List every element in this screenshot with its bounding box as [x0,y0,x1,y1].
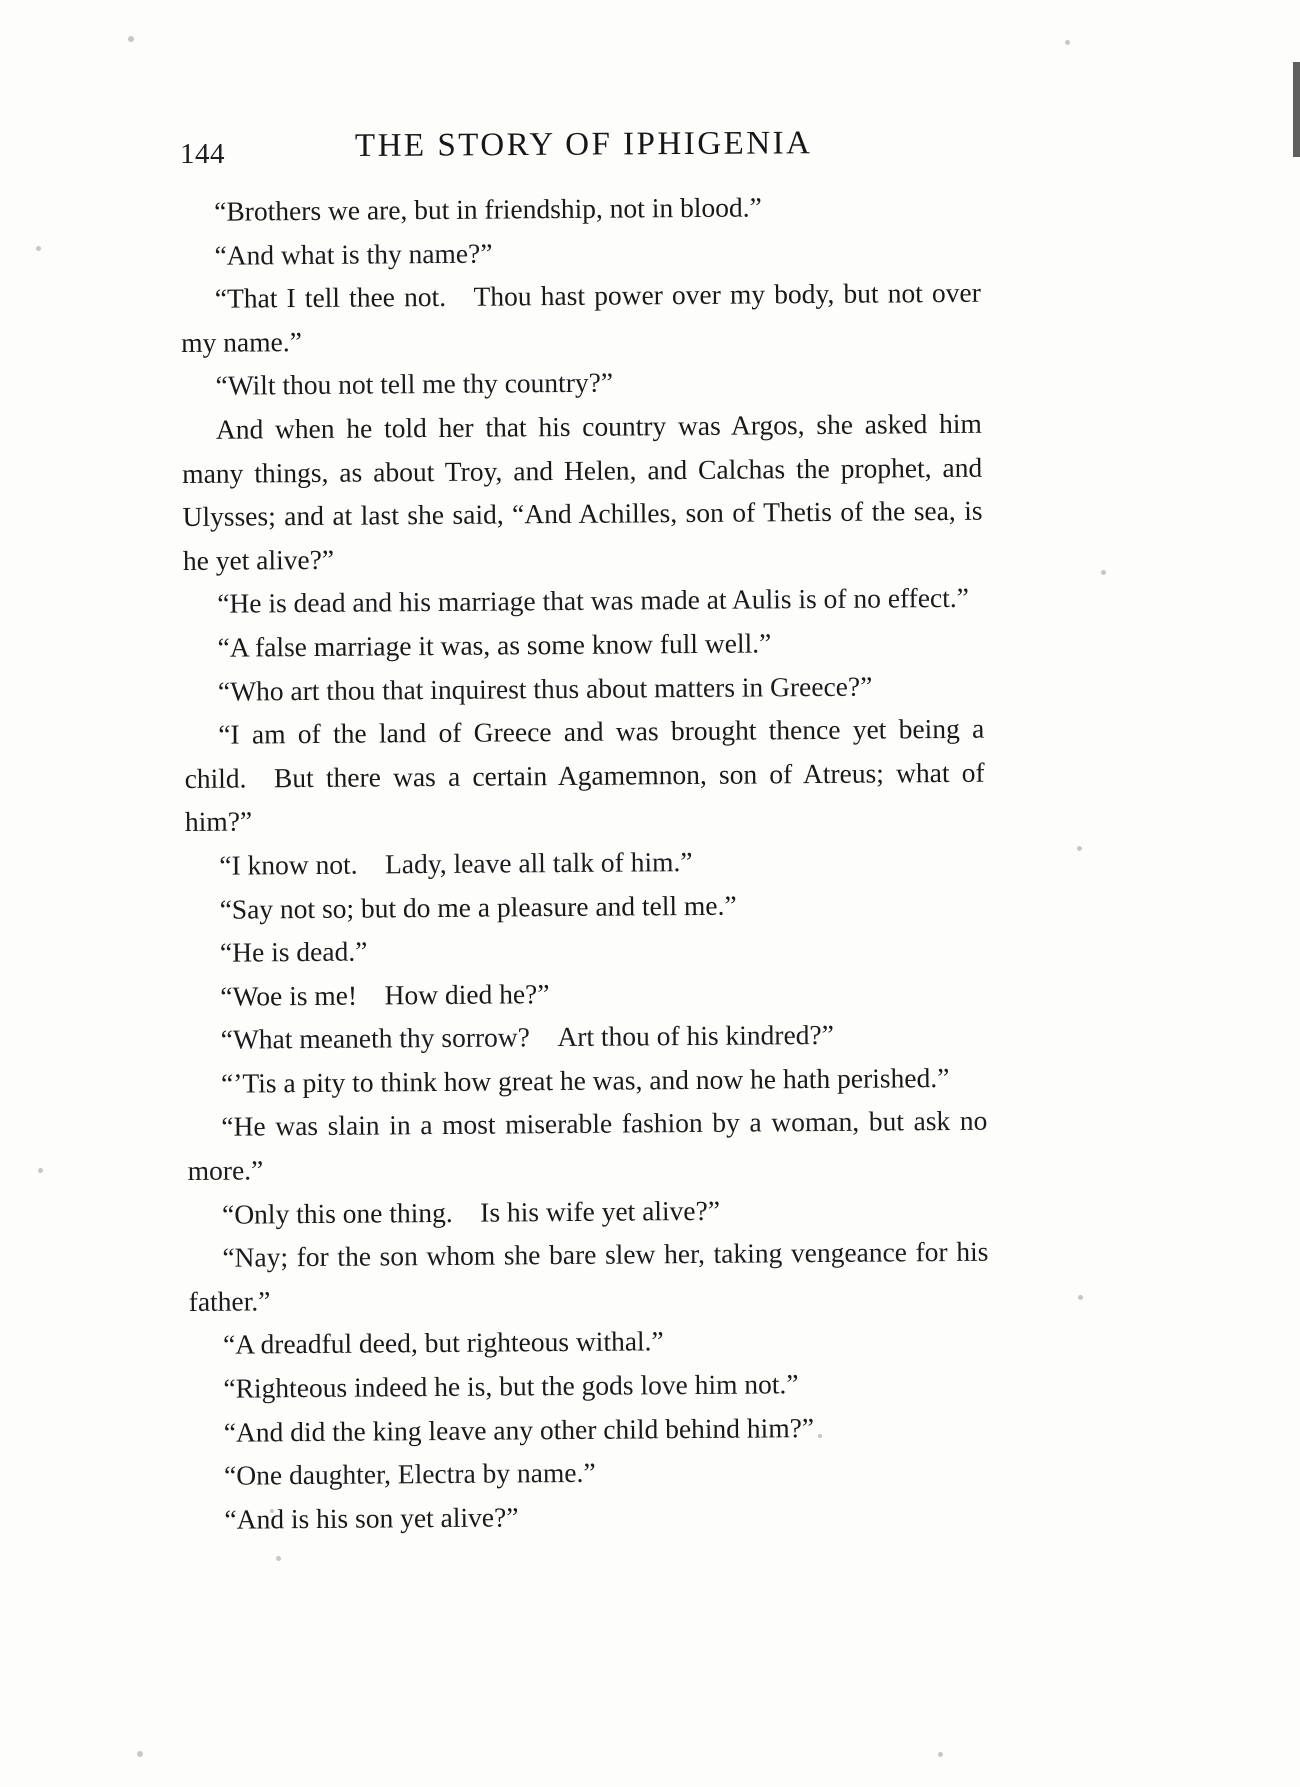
scan-speck [1078,1295,1083,1300]
paragraph: “One daughter, Electra by name.” [223,1456,596,1491]
paragraph: “And is his son yet alive?” [224,1501,519,1535]
paragraph: “I am of the land of Greece and was brought thence yet being a child. But there was a certain Agamemnon, son of Atreus; what of him?” [184,712,985,838]
scan-speck [38,1168,43,1173]
paragraph: “That I tell thee not. Thou hast power over my body, but not over my name.” [181,276,981,358]
scan-speck [137,1751,143,1757]
scan-speck [938,1752,943,1757]
paragraph: “Nay; for the son whom she bare slew her, taking vengeance for his father.” [188,1235,989,1317]
page-number: 144 [180,138,225,170]
scan-speck [36,246,41,251]
paragraph: “He is dead.” [219,935,368,968]
paragraph: “Woe is me! How died he?” [220,977,550,1012]
paragraph: “Who art thou that inquirest thus about matters in Greece?” [217,670,873,707]
paragraph: “And what is thy name?” [214,237,493,271]
scan-speck [1065,40,1070,45]
paragraph: “And did the king leave any other child behind him?” [223,1411,815,1448]
paragraph: “’Tis a pity to think how great he was, and now he hath perished.” [220,1061,950,1099]
scan-speck [276,1556,281,1561]
scan-speck [1077,846,1082,851]
paragraph: “Wilt thou not tell me thy country?” [215,366,614,402]
paragraph: “Only this one thing. Is his wife yet alive?” [221,1194,721,1230]
page-header [180,125,1130,174]
scan-speck [1101,570,1106,575]
page-edge-mark [1293,62,1300,157]
scan-speck [128,36,134,42]
paragraph: “What meaneth thy sorrow? Art thou of his kindred?” [220,1019,834,1055]
paragraph: “He was slain in a most miserable fashion by a woman, but ask no more.” [187,1105,988,1187]
paragraph: And when he told her that his country was Argos, she asked him many things, as about Troy, and Helen, and Calchas the prophet, and Ulysses; and at last she said, “And Achilles, son of Thetis of the sea, is he yet alive?” [182,407,983,576]
paragraph: “Say not so; but do me a pleasure and tell me.” [219,889,737,925]
body-text-block [180,184,991,1542]
paragraph: “Righteous indeed he is, but the gods love him not.” [223,1368,799,1404]
paragraph: “I know not. Lady, leave all talk of him.” [219,845,693,881]
running-head-title: THE STORY OF IPHIGENIA [354,125,813,164]
paragraph: “A false marriage it was, as some know full well.” [217,627,772,663]
paragraph: “Brothers we are, but in friendship, not in blood.” [214,191,762,227]
paragraph: “A dreadful deed, but righteous withal.” [222,1325,664,1361]
paragraph: “He is dead and his marriage that was made at Aulis is of no effect.” [217,582,970,620]
